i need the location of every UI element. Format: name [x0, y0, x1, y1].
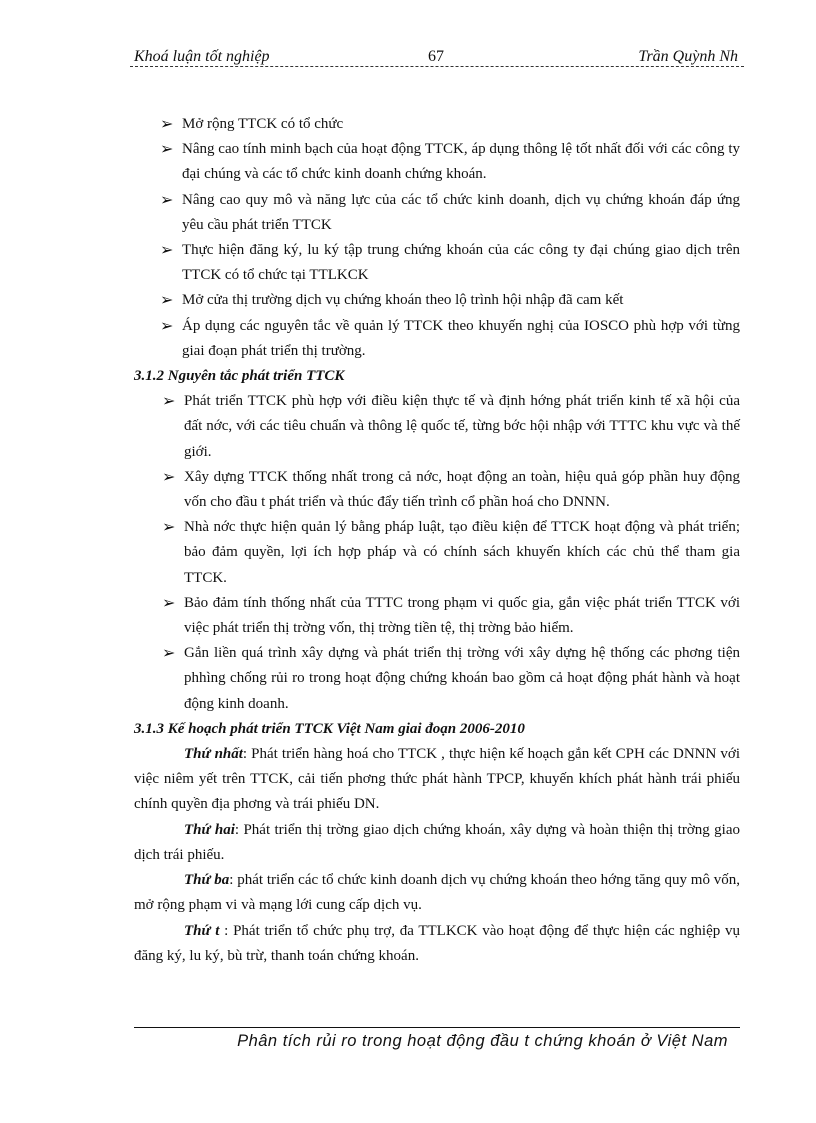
arrow-bullet-icon: ➢: [160, 317, 174, 335]
arrow-bullet-icon: ➢: [162, 594, 176, 612]
list-item: ➢ Áp dụng các nguyên tắc về quản lý TTCK theo khuyến nghị của IOSCO phù hợp với từng giai đoạn phát triển thị trường.: [134, 314, 740, 364]
arrow-bullet-icon: ➢: [160, 242, 174, 260]
header-rule: [130, 66, 744, 67]
section-heading-3-1-2: 3.1.2 Nguyên tắc phát triển TTCK: [134, 368, 345, 385]
list-item: ➢ Gắn liền quá trình xây dựng và phát triển thị trờng với xây dựng hệ thống các phơng tiện phhìng chống rủi ro trong hoạt động chứng khoán bao gồm cả hoạt động phát hành và hoạt động kinh doanh.: [134, 641, 740, 717]
arrow-bullet-icon: ➢: [162, 393, 176, 411]
list-item: ➢ Thực hiện đăng ký, lu ký tập trung chứng khoán của các công ty đại chúng giao dịch trên TTCK có tổ chức tại TTLKCK: [134, 238, 740, 288]
page-header: [130, 48, 744, 68]
arrow-bullet-icon: ➢: [160, 141, 174, 159]
list-item: ➢ Xây dựng TTCK thống nhất trong cả nớc, hoạt động an toàn, hiệu quả góp phần huy động vốn cho đầu t phát triển và thúc đẩy tiến trình cổ phần hoá cho DNNN.: [134, 465, 740, 515]
paragraph: Thứ hai: Phát triển thị trờng giao dịch chứng khoán, xây dựng và hoàn thiện thị trờng giao dịch trái phiếu.: [134, 821, 740, 863]
paragraph: Thứ nhất: Phát triển hàng hoá cho TTCK , thực hiện kế hoạch gắn kết CPH các DNNN với việc niêm yết trên TTCK, cải tiến phơng thức phát hành TPCP, khuyến khích phát hành trái phiếu chính quyền địa phơng và trái phiếu DN.: [134, 746, 740, 813]
list-item: ➢ Mở cửa thị trường dịch vụ chứng khoán theo lộ trình hội nhập đã cam kết: [134, 288, 740, 313]
paragraph-lead: Thứ t: [184, 922, 220, 939]
page-number: 67: [428, 48, 444, 65]
list-item: ➢ Nâng cao tính minh bạch của hoạt động TTCK, áp dụng thông lệ tốt nhất đối với các công ty đại chúng và các tổ chức kinh doanh chứng khoán.: [134, 137, 740, 187]
list-item: ➢ Mở rộng TTCK có tổ chức: [134, 112, 740, 137]
arrow-bullet-icon: ➢: [162, 645, 176, 663]
paragraph-lead: Thứ nhất: [184, 746, 243, 763]
list-item: ➢ Bảo đảm tính thống nhất của TTTC trong phạm vi quốc gia, gắn việc phát triển TTCK với việc phát triển thị trờng vốn, thị trờng tiền tệ, thị trờng bảo hiểm.: [134, 591, 740, 641]
header-left-title: Khoá luận tốt nghiệp: [134, 48, 270, 65]
list-item: ➢ Nhà nớc thực hiện quản lý bằng pháp luật, tạo điều kiện để TTCK hoạt động và phát triển; bảo đảm quyền, lợi ích hợp pháp và có chính sách khuyến khích các chủ thể tham gia TTCK.: [134, 515, 740, 591]
header-author: Trần Quỳnh Nh: [638, 48, 738, 65]
arrow-bullet-icon: ➢: [162, 519, 176, 537]
arrow-bullet-icon: ➢: [162, 468, 176, 486]
arrow-bullet-icon: ➢: [160, 116, 174, 133]
arrow-bullet-icon: ➢: [160, 191, 174, 209]
paragraph-lead: Thứ ba: [184, 872, 230, 889]
paragraph: Thứ ba: phát triển các tổ chức kinh doanh dịch vụ chứng khoán theo hớng tăng quy mô vốn, mở rộng phạm vi và mạng lới cung cấp dịch vụ.: [134, 872, 740, 914]
page-body: [134, 112, 740, 969]
arrow-bullet-icon: ➢: [160, 292, 174, 310]
list-item: ➢ Nâng cao quy mô và năng lực của các tổ chức kinh doanh, dịch vụ chứng khoán đáp ứng yêu cầu phát triển TTCK: [134, 188, 740, 238]
page-footer: Phân tích rủi ro trong hoạt động đầu t chứng khoán ở Việt Nam: [237, 1032, 728, 1050]
principles-bullet-list: [134, 389, 740, 717]
list-item: ➢ Phát triển TTCK phù hợp với điều kiện thực tế và định hớng phát triển kinh tế xã hội của đất nớc, với các tiêu chuẩn và thông lệ quốc tế, từng bớc hội nhập với TTTC khu vực và thế giới.: [134, 389, 740, 465]
footer-rule: [134, 1027, 740, 1028]
top-bullet-list: [134, 112, 740, 364]
paragraph: Thứ t : Phát triển tổ chức phụ trợ, đa TTLKCK vào hoạt động để thực hiện các nghiệp vụ đăng ký, lu ký, bù trừ, thanh toán chứng khoán.: [134, 922, 740, 964]
section-heading-3-1-3: 3.1.3 Kế hoạch phát triển TTCK Việt Nam giai đoạn 2006-2010: [134, 720, 525, 737]
paragraph-lead: Thứ hai: [184, 821, 235, 838]
